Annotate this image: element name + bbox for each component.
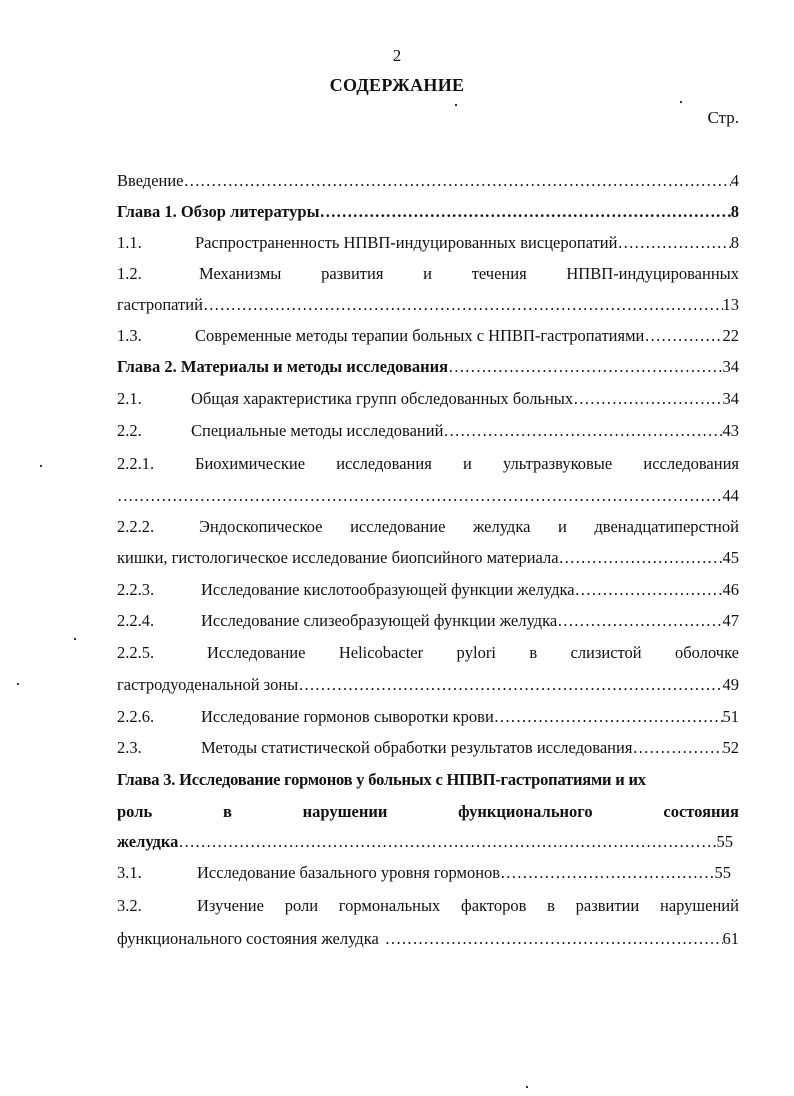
dot-leader [573,389,722,409]
toc-section-number: 3.2. [117,896,142,915]
toc-section-number: 2.2.2. [117,517,155,536]
dot-leader [557,611,722,631]
dot-leader [178,832,716,852]
dot-leader [494,707,723,727]
toc-section-number: 1.1. [117,233,142,252]
toc-entry-2-2[interactable] [117,421,739,443]
toc-entry-3-2[interactable] [117,896,739,918]
toc-page-number: 61 [722,929,739,948]
toc-entry-2-2-1-cont[interactable] [117,486,739,508]
dot-leader [184,171,731,191]
toc-entry-chapter-3[interactable] [117,770,739,792]
toc-page-number: 22 [722,326,739,345]
toc-entry-text: желудка [117,832,179,851]
toc-section-number: 2.2.5. [117,643,155,662]
scan-speck [40,465,42,467]
dot-leader [385,929,723,949]
toc-entry-3-2-cont[interactable] [117,929,739,951]
toc-entry-2-2-2[interactable] [117,517,739,539]
toc-page-number: 51 [722,707,739,726]
toc-entry-2-2-2-cont[interactable] [117,548,739,570]
toc-entry-3-1[interactable] [117,863,739,885]
toc-page-number: 46 [722,580,739,599]
toc-page-number: 44 [722,486,739,505]
toc-page-number: 55 [714,863,731,882]
toc-page-number: 8 [730,202,739,221]
toc-page-number: 47 [722,611,739,630]
toc-entry-2-1[interactable] [117,389,739,411]
toc-entry-text: Введение [117,171,184,190]
toc-entry-chapter-1[interactable] [117,202,739,224]
toc-page-number: 52 [722,738,739,757]
dot-leader [203,295,723,315]
dot-leader [448,357,722,377]
toc-entry-1-3[interactable] [117,326,739,348]
toc-section-number: 1.2. [117,264,142,283]
scan-speck [74,638,76,640]
toc-section-number: 2.2.1. [117,454,155,473]
toc-entry-text: Исследование кислотообразующей функции желудка [201,580,575,599]
toc-entry-text: функционального состояния желудка [117,929,379,948]
toc-page-number: 13 [722,295,739,314]
toc-entry-text: Распространенность НПВП-индуцированных висцеропатий [195,233,618,252]
toc-section-number: 2.2.3. [117,580,155,599]
toc-entry-text: гастродуоденальной зоны [117,675,299,694]
toc-entry-2-2-1[interactable] [117,454,739,476]
dot-leader [644,326,722,346]
toc-entry-text: Глава 2. Материалы и методы исследования [117,357,449,376]
toc-entry-text: Специальные методы исследований [191,421,444,440]
toc-entry-chapter-3-cont[interactable] [117,802,739,824]
pages-column-label: Стр. [707,108,739,127]
toc-section-number: 2.2.6. [117,707,155,726]
toc-entry-text: Биохимические исследования и ультразвуковые исследования [195,454,739,473]
toc-entry-text: Исследование гормонов сыворотки крови [201,707,494,726]
toc-page-number: 8 [730,233,739,252]
toc-entry-2-2-5[interactable] [117,643,739,665]
dot-leader [617,233,730,253]
dot-leader [443,421,722,441]
toc-section-number: 1.3. [117,326,142,345]
page-number: 2 [392,46,402,65]
toc-entry-text: Общая характеристика групп обследованных больных [191,389,574,408]
dot-leader [117,486,723,506]
toc-entry-text: Исследование слизеобразующей функции желудка [201,611,558,630]
toc-entry-text: Методы статистической обработки результатов исследования [201,738,633,757]
toc-entry-text: роль в нарушении функционального состояния [117,802,739,821]
toc-entry-text: Исследование базального уровня гормонов [197,863,501,882]
toc-section-number: 2.2. [117,421,142,440]
scan-speck [526,1086,528,1088]
toc-entry-text: гастропатий [117,295,203,314]
toc-entry-2-2-4[interactable] [117,611,739,633]
toc-entry-intro[interactable] [117,171,739,193]
toc-entry-1-1[interactable] [117,233,739,255]
toc-page-number: 34 [722,357,739,376]
toc-page-number: 34 [722,389,739,408]
toc-section-number: 2.3. [117,738,142,757]
toc-entry-text: Изучение роли гормональных факторов в развитии нарушений [197,896,739,915]
toc-entry-2-2-3[interactable] [117,580,739,602]
scan-speck [680,101,682,103]
toc-entry-2-3[interactable] [117,738,739,760]
toc-entry-text: Глава 3. Исследование гормонов у больных с НПВП-гастропатиями и их [117,770,646,789]
toc-entry-text: Механизмы развития и течения НПВП-индуцированных [199,264,739,283]
dot-leader [632,738,722,758]
toc-entry-1-2-cont[interactable] [117,295,739,317]
toc-entry-chapter-2[interactable] [117,357,739,379]
toc-entry-text: Исследование Helicobacter pylori в слизистой оболочке [207,643,739,662]
dot-leader [559,548,723,568]
toc-entry-text: Глава 1. Обзор литературы [117,202,320,221]
toc-entry-1-2[interactable] [117,264,739,286]
toc-page-number: 43 [722,421,739,440]
page-title: СОДЕРЖАНИЕ [329,75,465,95]
toc-section-number: 2.1. [117,389,142,408]
toc-section-number: 2.2.4. [117,611,155,630]
toc-entry-2-2-5-cont[interactable] [117,675,739,697]
scan-speck [17,683,19,685]
toc-entry-2-2-6[interactable] [117,707,739,729]
toc-page-number: 55 [716,832,733,851]
dot-leader [320,202,731,222]
toc-entry-chapter-3-end[interactable] [117,832,739,854]
toc-page-number: 4 [730,171,739,190]
toc-entry-text: Современные методы терапии больных с НПВП-гастропатиями [195,326,645,345]
toc-section-number: 3.1. [117,863,142,882]
toc-entry-text: кишки, гистологическое исследование биопсийного материала [117,548,559,567]
toc-page-number: 49 [722,675,739,694]
dot-leader [298,675,722,695]
toc-entry-text: Эндоскопическое исследование желудка и двенадцатиперстной [199,517,739,536]
toc-page-number: 45 [722,548,739,567]
scan-speck [455,104,457,106]
dot-leader [500,863,714,883]
dot-leader [575,580,723,600]
